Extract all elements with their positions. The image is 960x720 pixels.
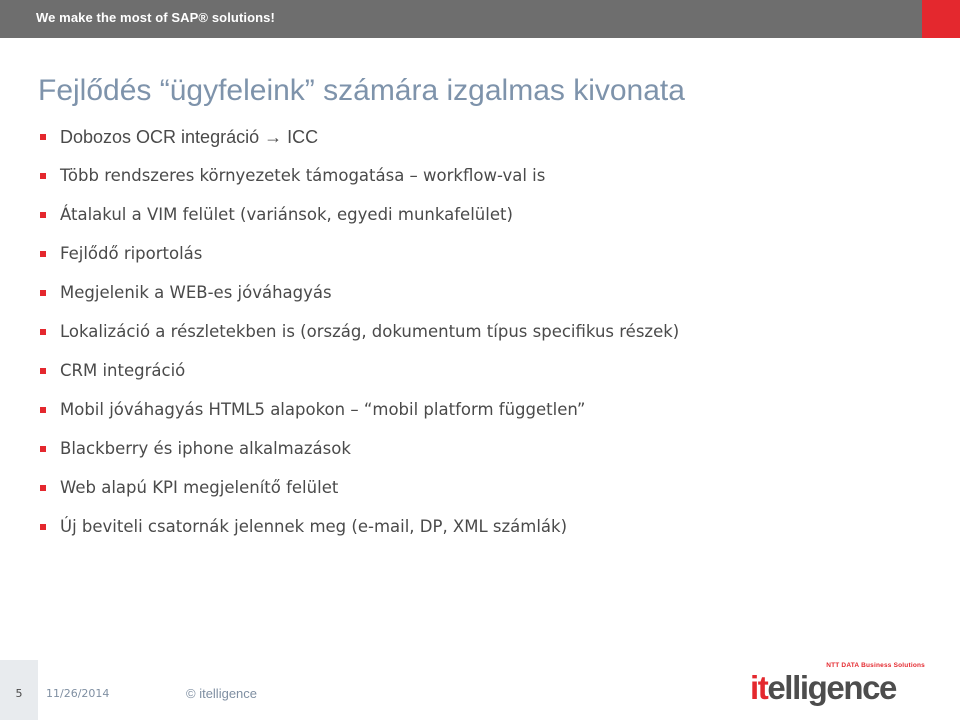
bullet-item (38, 436, 679, 475)
bullet-item (38, 163, 679, 202)
bullet-square-icon (40, 368, 46, 374)
bullet-square-icon (40, 524, 46, 530)
bullet-square-icon (40, 212, 46, 218)
bullet-square-icon (40, 173, 46, 179)
slide-title: Fejlődés “ügyfeleink” számára izgalmas kivonata (38, 74, 685, 107)
header-corner-accent (922, 0, 960, 38)
header-tagline: We make the most of SAP® solutions! (36, 10, 275, 25)
bullet-square-icon (40, 134, 46, 140)
bullet-square-icon (40, 329, 46, 335)
bullet-square-icon (40, 485, 46, 491)
bullet-text: Fejlődő riportolás (60, 244, 203, 263)
bullet-list (38, 124, 679, 553)
bullet-square-icon (40, 407, 46, 413)
logo-wordmark (750, 668, 896, 708)
bullet-text: Dobozos OCR integráció → ICC (60, 127, 319, 147)
logo-wordmark-rest: elligence (767, 669, 896, 706)
bullet-item (38, 358, 679, 397)
bullet-text: Megjelenik a WEB-es jóváhagyás (60, 283, 332, 302)
bullet-item (38, 124, 679, 163)
bullet-item (38, 241, 679, 280)
logo-tagline: NTT DATA Business Solutions (826, 662, 925, 669)
itelligence-logo (750, 662, 925, 710)
bullet-item (38, 397, 679, 436)
bullet-text: Blackberry és iphone alkalmazások (60, 439, 351, 458)
bullet-item (38, 280, 679, 319)
bullet-square-icon (40, 251, 46, 257)
header-bar (0, 0, 922, 38)
footer-date: 11/26/2014 (46, 687, 110, 700)
bullet-item (38, 202, 679, 241)
bullet-text: CRM integráció (60, 361, 186, 380)
bullet-item (38, 475, 679, 514)
bullet-text: Több rendszeres környezetek támogatása – workflow-val is (60, 166, 546, 185)
logo-wordmark-accent: it (750, 669, 768, 706)
bullet-text: Mobil jóváhagyás HTML5 alapokon – “mobil platform független” (60, 400, 586, 419)
bullet-item (38, 319, 679, 358)
bullet-text: Lokalizáció a részletekben is (ország, dokumentum típus specifikus részek) (60, 322, 680, 341)
bullet-item (38, 514, 679, 553)
footer-copyright: © itelligence (186, 686, 258, 701)
bullet-text: Átalakul a VIM felület (variánsok, egyedi munkafelület) (60, 205, 513, 224)
bullet-square-icon (40, 290, 46, 296)
slide-number: 5 (15, 687, 23, 700)
bullet-square-icon (40, 446, 46, 452)
bullet-text: Új beviteli csatornák jelennek meg (e-mail, DP, XML számlák) (60, 517, 568, 536)
bullet-text: Web alapú KPI megjelenítő felület (60, 478, 339, 497)
